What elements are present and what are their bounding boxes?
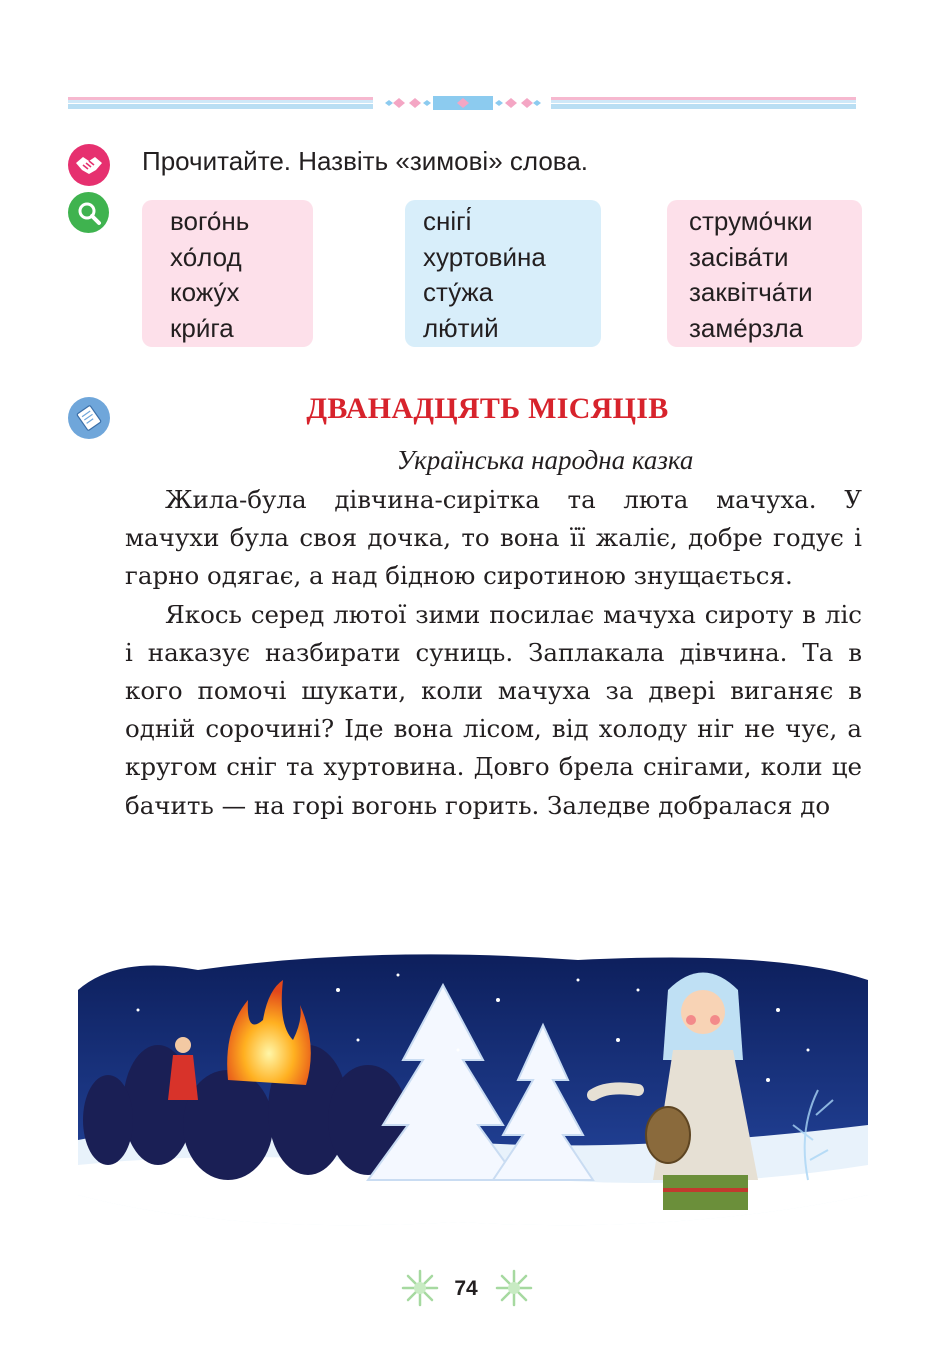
border-stripe-left bbox=[68, 97, 373, 109]
word-item: лю́тий bbox=[423, 312, 499, 343]
top-decorative-border bbox=[68, 95, 856, 111]
word-item: вого́нь bbox=[170, 206, 250, 236]
magnifier-icon bbox=[68, 192, 109, 233]
word-item: хуртови́на bbox=[423, 241, 546, 272]
story-subtitle: Українська народна казка bbox=[396, 445, 694, 475]
story-text bbox=[125, 481, 862, 825]
word-column-2 bbox=[405, 200, 601, 347]
word-item: сту́жа bbox=[423, 277, 494, 307]
word-item: кожу́х bbox=[170, 277, 240, 307]
word-item: хо́лод bbox=[170, 241, 242, 272]
story-title: ДВАНАДЦЯТЬ МІСЯЦІВ bbox=[306, 392, 669, 425]
word-item: кри́га bbox=[170, 312, 234, 343]
word-item: заме́рзла bbox=[689, 312, 804, 343]
word-column-1 bbox=[142, 200, 313, 347]
embroidery-ornament bbox=[383, 95, 543, 111]
word-column-3 bbox=[667, 200, 862, 347]
story-paragraph: Якось серед лютої зими посилає мачуха сироту в ліс і наказує назбирати суниць. Заплакала дівчина. Та в кого помочі шукати, коли мачуха за двері виганяє в одній сорочині? Іде вона лісом, від холоду ніг не чує, а кругом сніг та хуртовина. Довго брела снігами, коли це бачить — на горі вогонь горить. Заледве добралася до bbox=[125, 599, 862, 820]
snowflake-ornament-right bbox=[494, 1268, 534, 1308]
word-item: засіва́ти bbox=[689, 241, 789, 272]
story-paragraph: Жила-була дівчина-сирітка та люта мачуха. У мачухи була своя дочка, то вона її жаліє, добре годує і гарно одягає, а над бідною сиротиною знущається. bbox=[125, 485, 862, 591]
word-item: струмо́чки bbox=[689, 206, 813, 236]
page-number: 74 bbox=[454, 1277, 478, 1300]
book-icon bbox=[68, 397, 110, 439]
snowflake-ornament-left bbox=[400, 1268, 440, 1308]
border-stripe-right bbox=[551, 97, 856, 109]
exercise-instruction: Прочитайте. Назвіть «зимові» слова. bbox=[142, 146, 588, 176]
handshake-icon bbox=[68, 144, 110, 186]
word-item: заквітча́ти bbox=[689, 277, 813, 307]
winter-forest-illustration bbox=[78, 950, 868, 1230]
word-item: снігі́ bbox=[423, 206, 472, 236]
